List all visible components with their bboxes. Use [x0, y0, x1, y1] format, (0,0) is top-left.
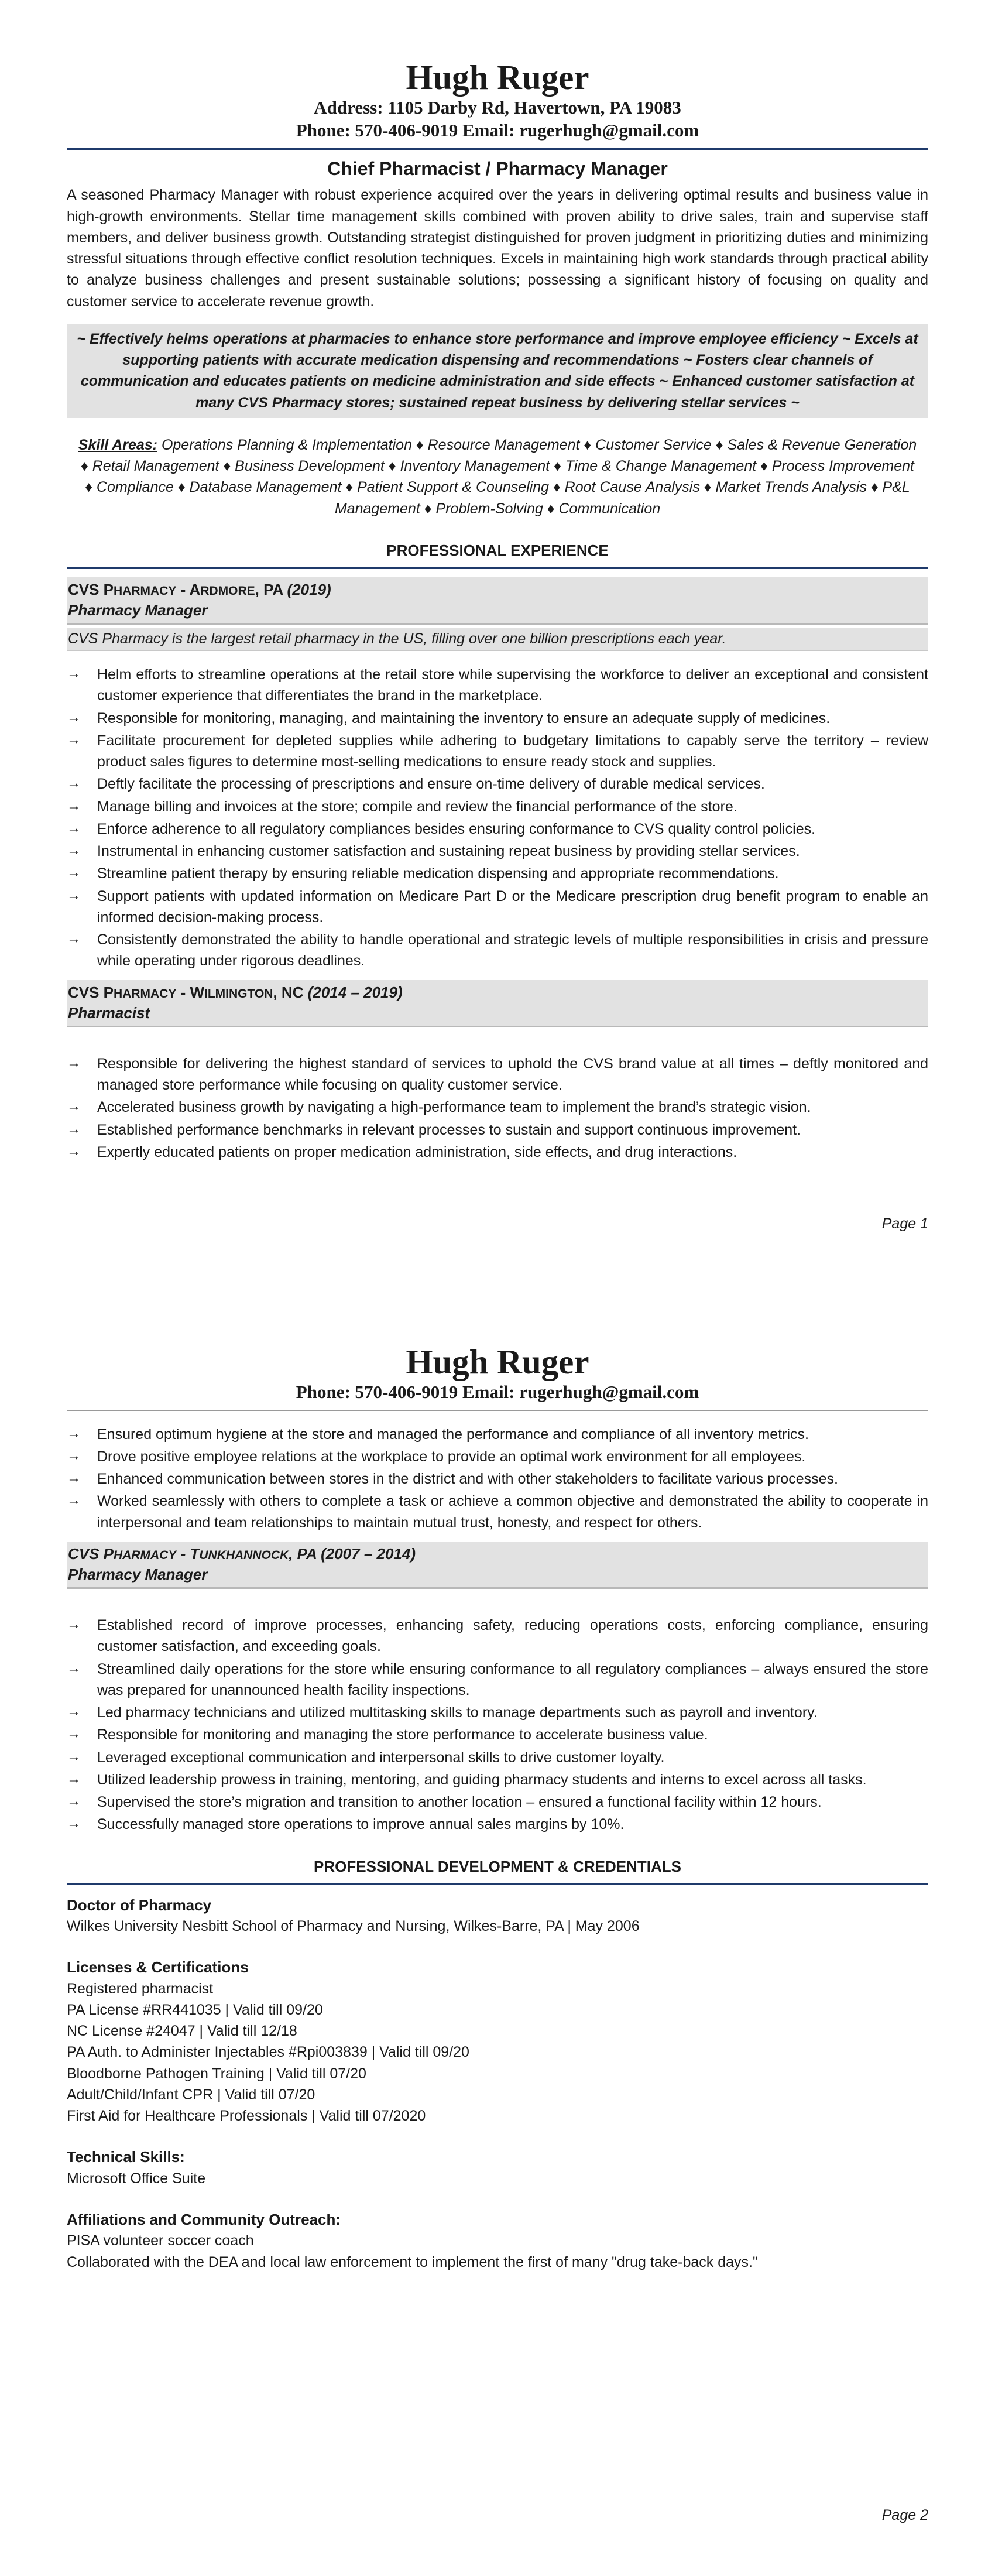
bullet-text: Responsible for monitoring and managing the store performance to accelerate business value.	[97, 1727, 708, 1743]
company-text: CVS P	[68, 983, 114, 1001]
company-line	[68, 580, 927, 600]
company-text: , NC	[273, 983, 308, 1001]
address-line: Address: 1105 Darby Rd, Havertown, PA 19083	[314, 97, 681, 118]
company-text: ILMINGTON	[204, 986, 273, 1001]
right-arrow-icon: →	[67, 797, 81, 814]
bullet-text: Instrumental in enhancing customer satisfaction and sustaining repeat business by providing stellar services.	[97, 843, 800, 860]
bullet-text: Facilitate procurement for depleted supplies while adhering to budgetary limitations to capably serve the territory – review product sales figures to determine most-selling medications to ensure ready stock and supplies.	[97, 732, 928, 770]
list-item	[67, 1769, 928, 1790]
list-item	[67, 1659, 928, 1701]
phone-email-line: Phone: 570-406-9019 Email: rugerhugh@gmail.com	[296, 119, 699, 141]
list-item	[67, 1615, 928, 1657]
job-header-wilmington	[67, 980, 928, 1027]
skill-areas-label: Skill Areas:	[78, 436, 157, 453]
bullet-text: Enhanced communication between stores in the district and with other stakeholders to facilitate various processes.	[97, 1471, 838, 1488]
continued-bullets	[67, 1424, 928, 1533]
right-arrow-icon: →	[67, 1098, 81, 1115]
right-arrow-icon: →	[67, 820, 81, 836]
right-arrow-icon: →	[67, 1793, 81, 1810]
company-text: - A	[176, 580, 201, 598]
company-text: - T	[176, 1544, 200, 1563]
credential-heading: Licenses & Certifications	[67, 1958, 249, 1976]
list-item	[67, 841, 928, 862]
company-text: HARMACY	[114, 986, 177, 1001]
right-arrow-icon: →	[67, 1616, 81, 1633]
page-number: Page 1	[881, 1215, 928, 1232]
credential-line: PA License #RR441035 | Valid till 09/20	[67, 2001, 323, 2018]
right-arrow-icon: →	[67, 1143, 81, 1159]
right-arrow-icon: →	[67, 1660, 81, 1676]
experience-section-title: PROFESSIONAL EXPERIENCE	[386, 541, 609, 559]
bullet-text: Streamline patient therapy by ensuring reliable medication dispensing and appropriate recommendations.	[97, 865, 779, 882]
list-item	[67, 1747, 928, 1768]
bullet-text: Supervised the store’s migration and transition to another location – ensured a functional facility within 12 hours.	[97, 1794, 822, 1811]
header-divider	[67, 1410, 928, 1411]
list-item	[67, 796, 928, 817]
job-header-tunkhannock	[67, 1542, 928, 1589]
credential-line: Collaborated with the DEA and local law enforcement to implement the first of many "drug take-back days."	[67, 2253, 758, 2270]
right-arrow-icon: →	[67, 887, 81, 903]
list-item	[67, 929, 928, 972]
credentials-list	[67, 1895, 928, 2273]
right-arrow-icon: →	[67, 1492, 81, 1509]
company-text: HARMACY	[114, 584, 177, 598]
headline: Chief Pharmacist / Pharmacy Manager	[327, 158, 668, 180]
list-item	[67, 886, 928, 929]
company-text: - W	[176, 983, 205, 1001]
company-line	[68, 982, 927, 1003]
job-role: Pharmacy Manager	[68, 601, 208, 619]
job-bullets-wilmington	[67, 1053, 928, 1163]
section-divider	[67, 567, 928, 569]
credential-heading: Doctor of Pharmacy	[67, 1896, 212, 1914]
bullet-text: Ensured optimum hygiene at the store and managed the performance and compliance of all inventory metrics.	[97, 1426, 809, 1443]
candidate-name: Hugh Ruger	[406, 1342, 589, 1381]
bullet-text: Accelerated business growth by navigating a high-performance team to implement the brand’s strategic vision.	[97, 1099, 811, 1116]
list-item	[67, 1142, 928, 1163]
credential-heading: Affiliations and Community Outreach:	[67, 2211, 341, 2228]
bullet-text: Helm efforts to streamline operations at the retail store while supervising the workforce to deliver an exceptional and consistent customer experience that differentiates the brand in the marketplace.	[97, 666, 928, 704]
bullet-text: Responsible for delivering the highest standard of services to uphold the CVS brand value at all times – deftly monitored and managed store performance while focusing on quality customer service.	[97, 1055, 928, 1094]
list-item	[67, 1791, 928, 1813]
list-item	[67, 1702, 928, 1723]
bullet-text: Established record of improve processes, enhancing safety, reducing operations costs, enforcing compliance, ensuring customer satisfaction, and exceeding goals.	[97, 1617, 928, 1655]
company-text: RDMORE	[200, 584, 255, 598]
right-arrow-icon: →	[67, 1770, 81, 1787]
skill-areas	[67, 434, 928, 519]
bullet-text: Drove positive employee relations at the workplace to provide an optimal work environment for all employees.	[97, 1448, 806, 1465]
bullet-text: Enforce adherence to all regulatory compliances besides ensuring conformance to CVS quality control policies.	[97, 820, 816, 837]
right-arrow-icon: →	[67, 1815, 81, 1832]
job-dates: (2014 – 2019)	[307, 983, 403, 1001]
right-arrow-icon: →	[67, 931, 81, 947]
company-text: CVS P	[68, 580, 114, 598]
job-header-ardmore	[67, 577, 928, 625]
bullet-text: Led pharmacy technicians and utilized multitasking skills to manage departments such as payroll and inventory.	[97, 1704, 818, 1721]
credential-line: Microsoft Office Suite	[67, 2170, 206, 2187]
credential-line: Bloodborne Pathogen Training | Valid till 07/20	[67, 2065, 366, 2082]
credential-group-technical	[67, 2146, 928, 2189]
company-text: HARMACY	[114, 1548, 177, 1562]
right-arrow-icon: →	[67, 842, 81, 859]
list-item	[67, 1424, 928, 1445]
right-arrow-icon: →	[67, 666, 81, 682]
resume-page-2	[0, 1288, 995, 2576]
credential-line: Wilkes University Nesbitt School of Pharmacy and Nursing, Wilkes-Barre, PA | May 2006	[67, 1917, 640, 1934]
right-arrow-icon: →	[67, 1447, 81, 1464]
job-bullets-tunkhannock	[67, 1615, 928, 1835]
job-bullets-ardmore	[67, 664, 928, 972]
right-arrow-icon: →	[67, 1054, 81, 1071]
right-arrow-icon: →	[67, 1748, 81, 1765]
list-item	[67, 1814, 928, 1835]
job-dates: (2007 – 2014)	[321, 1544, 416, 1563]
credential-line: Registered pharmacist	[67, 1980, 214, 1997]
company-text: CVS P	[68, 1544, 114, 1563]
right-arrow-icon: →	[67, 1704, 81, 1720]
summary-paragraph: A seasoned Pharmacy Manager with robust experience acquired over the years in delivering optimal results and business value in high-growth environments. Stellar time management skills combined with proven ability to drive sales, train and supervise staff members, and deliver business growth. Outstanding strategist distinguished for proven judgment in prioritizing duties and minimizing stressful situations through effective conflict resolution techniques. Excels in maintaining high work standards through practical ability to analyze business challenges and present sustainable solutions; possessing a significant history of focusing on quality and customer service to accelerate revenue growth.	[67, 187, 928, 310]
list-item	[67, 708, 928, 729]
list-item	[67, 1724, 928, 1745]
job-role: Pharmacy Manager	[68, 1565, 208, 1583]
list-item	[67, 818, 928, 840]
right-arrow-icon: →	[67, 1425, 81, 1441]
list-item	[67, 1053, 928, 1096]
phone-email-line: Phone: 570-406-9019 Email: rugerhugh@gmail.com	[296, 1381, 699, 1402]
bullet-text: Successfully managed store operations to improve annual sales margins by 10%.	[97, 1816, 625, 1833]
bullet-text: Deftly facilitate the processing of prescriptions and ensure on-time delivery of durable medical services.	[97, 776, 765, 793]
bullet-text: Established performance benchmarks in relevant processes to sustain and support continuous improvement.	[97, 1121, 801, 1138]
company-line	[68, 1544, 927, 1564]
right-arrow-icon: →	[67, 709, 81, 725]
credential-group-licenses	[67, 1957, 928, 2126]
credential-group-affiliations	[67, 2209, 928, 2273]
header-divider	[67, 148, 928, 150]
bullet-text: Utilized leadership prowess in training, mentoring, and guiding pharmacy students and interns to excel across all tasks.	[97, 1771, 867, 1788]
right-arrow-icon: →	[67, 731, 81, 748]
bullet-text: Worked seamlessly with others to complete a task or achieve a common objective and demonstrated the ability to cooperate in interpersonal and team relationships to maintain mutual trust, honesty, and respect for others.	[97, 1493, 928, 1531]
list-item	[67, 1491, 928, 1533]
company-description: CVS Pharmacy is the largest retail pharmacy in the US, filling over one billion prescriptions each year.	[67, 628, 928, 651]
credential-line: NC License #24047 | Valid till 12/18	[67, 2023, 297, 2040]
bullet-text: Expertly educated patients on proper medication administration, side effects, and drug interactions.	[97, 1143, 737, 1160]
list-item	[67, 1468, 928, 1489]
page-number: Page 2	[881, 2507, 928, 2523]
company-text: UNKHANNOCK	[199, 1548, 289, 1562]
right-arrow-icon: →	[67, 775, 81, 792]
credential-line: Adult/Child/Infant CPR | Valid till 07/20	[67, 2086, 315, 2103]
list-item	[67, 1097, 928, 1118]
list-item	[67, 773, 928, 794]
bullet-text: Manage billing and invoices at the store; compile and review the financial performance of the store.	[97, 798, 737, 815]
credential-line: PISA volunteer soccer coach	[67, 2232, 254, 2249]
bullet-text: Support patients with updated information on Medicare Part D or the Medicare prescription drug benefit program to enable an informed decision-making process.	[97, 888, 928, 926]
list-item	[67, 1119, 928, 1140]
bullet-text: Responsible for monitoring, managing, and maintaining the inventory to ensure an adequate supply of medicines.	[97, 710, 831, 727]
section-divider	[67, 1883, 928, 1885]
credential-group-education	[67, 1895, 928, 1937]
bullet-text: Leveraged exceptional communication and interpersonal skills to drive customer loyalty.	[97, 1749, 665, 1766]
credential-heading: Technical Skills:	[67, 2148, 185, 2166]
job-role: Pharmacist	[68, 1003, 150, 1022]
job-dates: (2019)	[287, 580, 331, 598]
right-arrow-icon: →	[67, 1121, 81, 1137]
company-text: , PA	[255, 580, 287, 598]
list-item	[67, 664, 928, 707]
candidate-name: Hugh Ruger	[406, 58, 589, 97]
list-item	[67, 863, 928, 884]
list-item	[67, 730, 928, 773]
right-arrow-icon: →	[67, 1726, 81, 1742]
credentials-section-title: PROFESSIONAL DEVELOPMENT & CREDENTIALS	[314, 1857, 681, 1875]
skill-areas-text: Operations Planning & Implementation ♦ Resource Management ♦ Customer Service ♦ Sales & Revenue Generation ♦ Retail Management ♦ Business Development ♦ Inventory Management ♦ Time & Change Management ♦ Process Improvement ♦ Compliance ♦ Database Management ♦ Patient Support & Counseling ♦ Root Cause Analysis ♦ Market Trends Analysis ♦ P&L Management ♦ Problem-Solving ♦ Communication	[81, 436, 917, 517]
list-item	[67, 1446, 928, 1467]
credential-line: First Aid for Healthcare Professionals | Valid till 07/2020	[67, 2108, 426, 2125]
highlights-box: ~ Effectively helms operations at pharmacies to enhance store performance and improve employee efficiency ~ Excels at supporting patients with accurate medication dispensing and recommendations ~ Fosters clear channels of communication and educates patients on medicine administration and side effects ~ Enhanced customer satisfaction at many CVS Pharmacy stores; sustained repeat business by delivering stellar services ~	[67, 324, 928, 418]
credential-line: PA Auth. to Administer Injectables #Rpi003839 | Valid till 09/20	[67, 2044, 469, 2061]
right-arrow-icon: →	[67, 1470, 81, 1486]
bullet-text: Consistently demonstrated the ability to handle operational and strategic levels of multiple responsibilities in crisis and pressure while operating under rigorous deadlines.	[97, 931, 928, 970]
bullet-text: Streamlined daily operations for the store while ensuring conformance to all regulatory compliances – always ensured the store was prepared for unannounced health facility inspections.	[97, 1660, 928, 1698]
right-arrow-icon: →	[67, 865, 81, 881]
company-text: , PA	[289, 1544, 321, 1563]
